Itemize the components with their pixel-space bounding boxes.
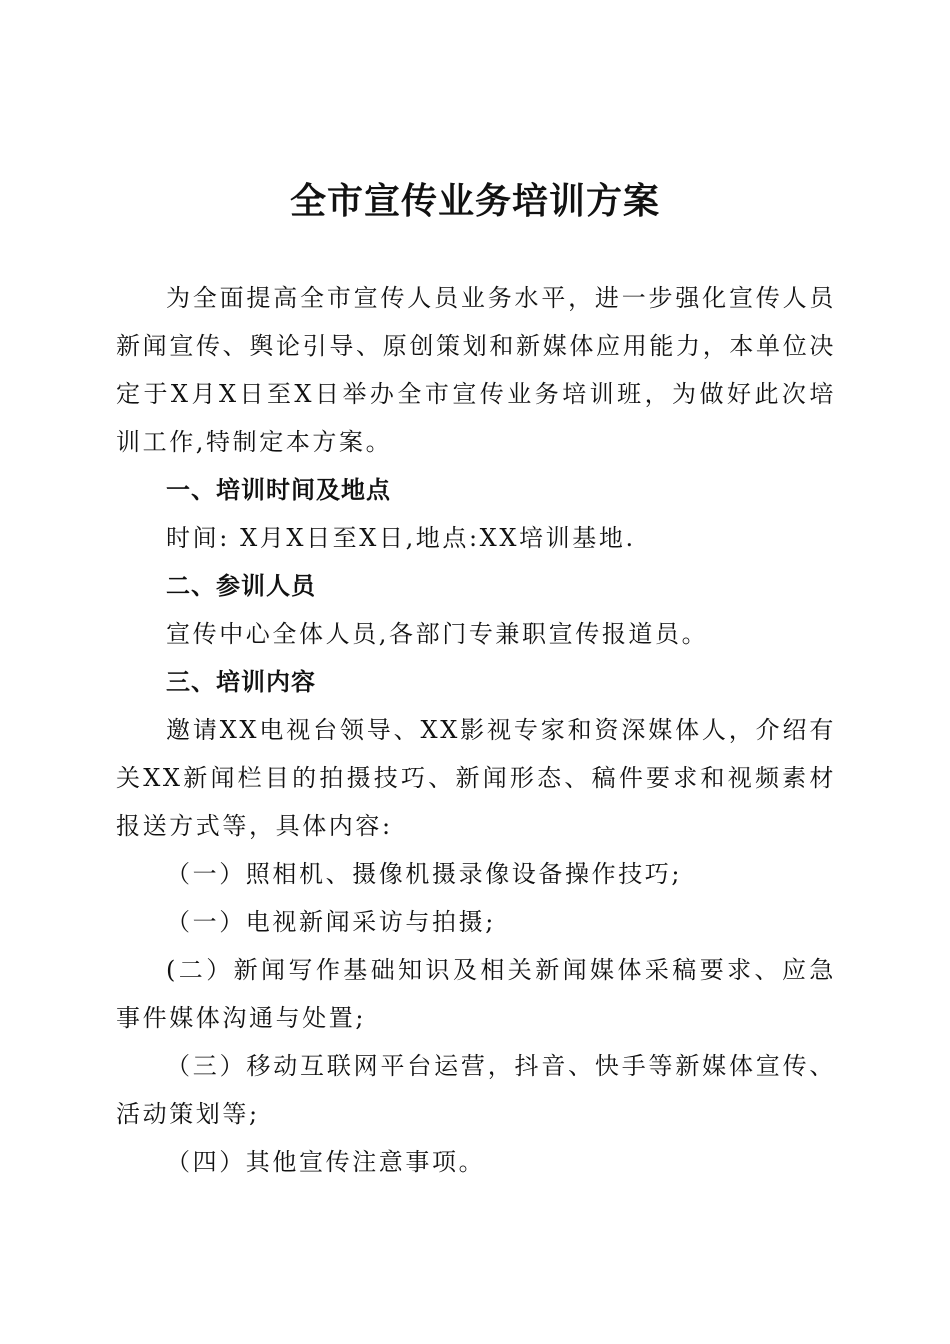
content-item-1: （一）照相机、摄像机摄录像设备操作技巧;: [166, 860, 683, 888]
intro-paragraph: 为全面提高全市宣传人员业务水平，进一步强化宣传人员新闻宣传、舆论引导、原创策划和新媒体应用能力，本单位决定于X月X日至X日举办全市宣传业务培训班，为做好此次培训工作,特制定本方案。: [116, 284, 836, 456]
content-item-5: （四）其他宣传注意事项。: [166, 1148, 486, 1176]
content-item-4: （三）移动互联网平台运营，抖音、快手等新媒体宣传、活动策划等;: [116, 1052, 836, 1128]
section-1-text: 时间: X月X日至X日,地点:XX培训基地.: [166, 524, 636, 552]
section-2-text: 宣传中心全体人员,各部门专兼职宣传报道员。: [166, 620, 709, 648]
content-item-2: （一）电视新闻采访与拍摄;: [166, 908, 496, 936]
section-1-heading: 一、培训时间及地点: [166, 476, 391, 504]
document-title: 全市宣传业务培训方案: [289, 180, 660, 222]
content-item-3: (二）新闻写作基础知识及相关新闻媒体采稿要求、应急事件媒体沟通与处置;: [116, 956, 836, 1032]
section-2-heading: 二、参训人员: [166, 572, 316, 600]
section-3-paragraph: 邀请XX电视台领导、XX影视专家和资深媒体人，介绍有关XX新闻栏目的拍摄技巧、新闻形态、稿件要求和视频素材报送方式等，具体内容:: [116, 716, 836, 840]
section-3-heading: 三、培训内容: [166, 668, 316, 696]
